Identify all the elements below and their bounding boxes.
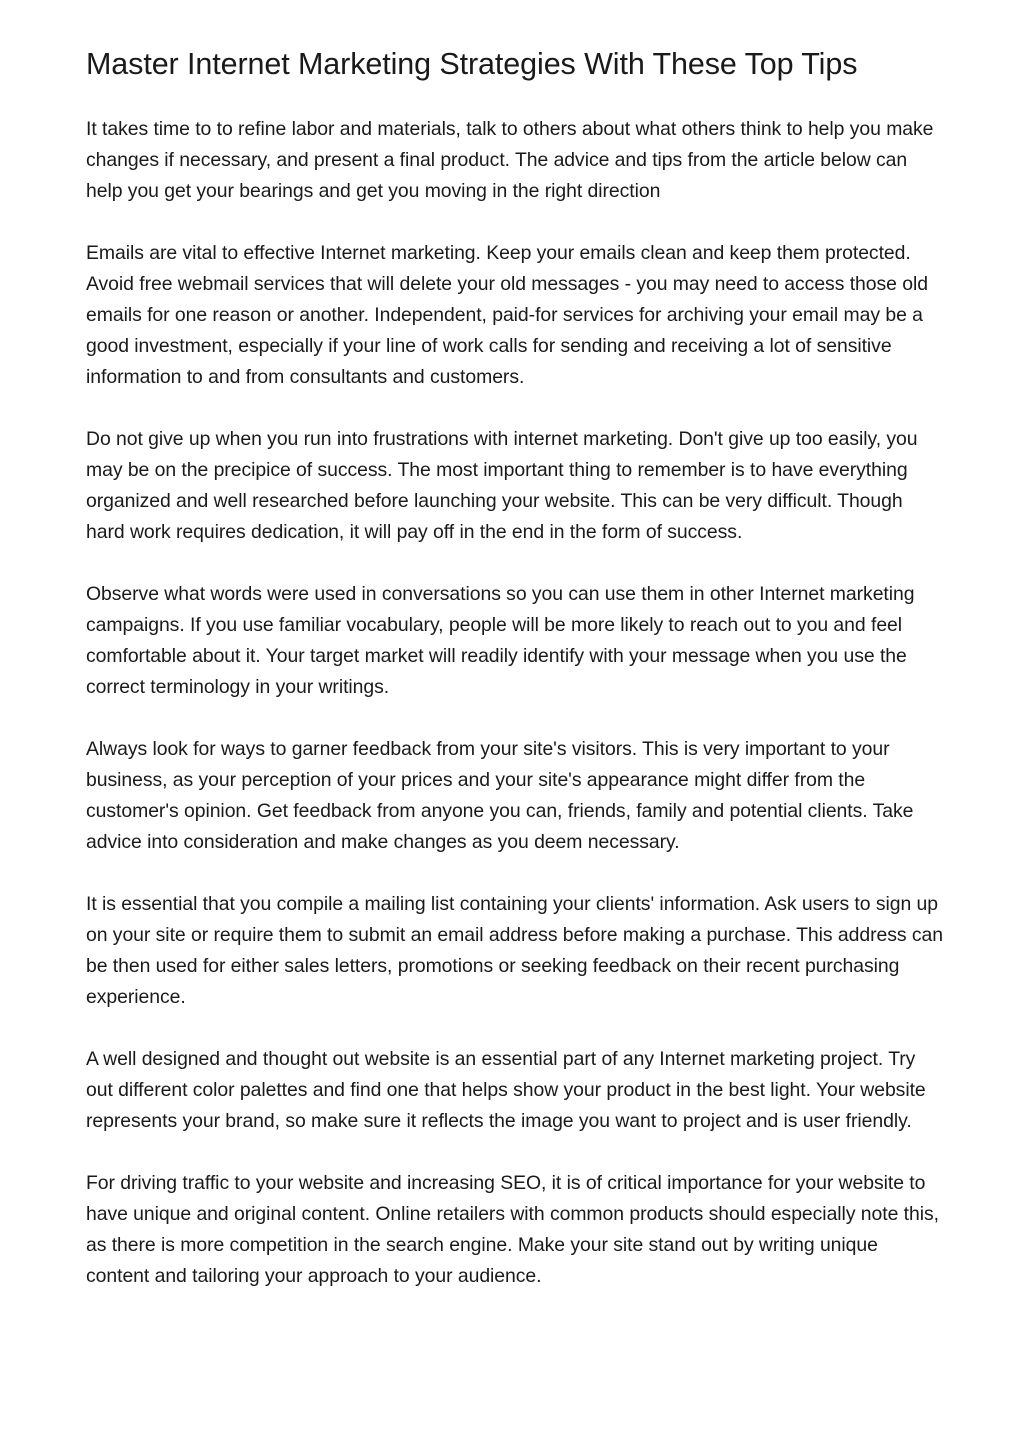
paragraph-website-design: A well designed and thought out website is an essential part of any Internet marketing project. Try out different color palettes and find one that helps show your product in the best light. Your website represents your brand, so make sure it reflects the image you want to project and is user friendly. [86,1048,926,1132]
paragraph-feedback: Always look for ways to garner feedback from your site's visitors. This is very important to your business, as your perception of your prices and your site's appearance might differ from the customer's opinion. Get feedback from anyone you can, friends, family and potential clients. Take advice into consideration and make changes as you deem necessary. [86,738,914,853]
paragraph-mailing-list: It is essential that you compile a mailing list containing your clients' information. Ask users to sign up on your site or require them to submit an email address before making a purchase. This address can be then used for either sales letters, promotions or seeking feedback on their recent purchasing experience. [86,893,943,1008]
paragraph-seo: For driving traffic to your website and increasing SEO, it is of critical importance for your website to have unique and original content. Online retailers with common products should especially note this, as there is more competition in the search engine. Make your site stand out by writing unique content and tailoring your approach to your audience. [86,1172,939,1287]
paragraph-vocabulary: Observe what words were used in conversations so you can use them in other Internet marketing campaigns. If you use familiar vocabulary, people will be more likely to reach out to you and feel comfortable about it. Your target market will readily identify with your message when you use the correct terminology in your writings. [86,583,915,698]
paragraph-frustrations: Do not give up when you run into frustrations with internet marketing. Don't give up too easily, you may be on the precipice of success. The most important thing to remember is to have everything organized and well researched before launching your website. This can be very difficult. Though hard work requires dedication, it will pay off in the end in the form of success. [86,428,918,543]
paragraph-intro: It takes time to to refine labor and materials, talk to others about what others think to help you make changes if necessary, and present a final product. The advice and tips from the article below can help you get your bearings and get you moving in the right direction [86,118,934,202]
document-page [86,40,946,1323]
paragraph-emails: Emails are vital to effective Internet marketing. Keep your emails clean and keep them protected. Avoid free webmail services that will delete your old messages - you may need to access those old emails for one reason or another. Independent, paid-for services for archiving your email may be a good investment, especially if your line of work calls for sending and receiving a lot of sensitive information to and from consultants and customers. [86,242,928,388]
document-title: Master Internet Marketing Strategies With These Top Tips [86,47,858,81]
